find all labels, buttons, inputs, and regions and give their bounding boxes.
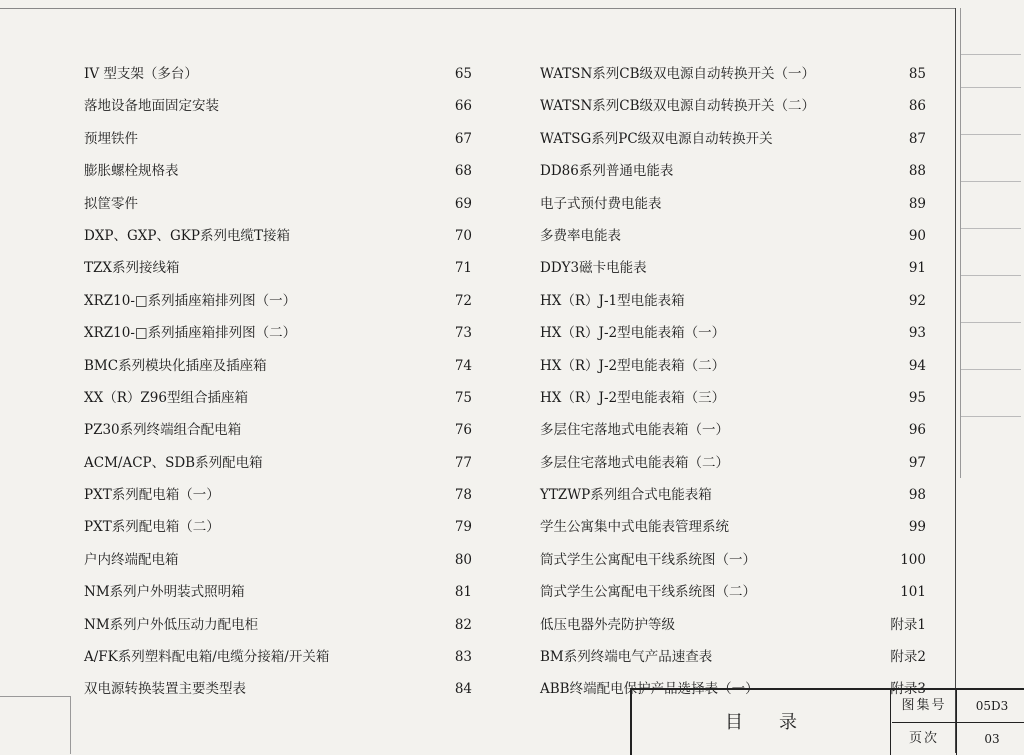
strip-cell [961, 370, 1021, 417]
toc-entry-title: 落地设备地面固定安装 [84, 98, 219, 115]
toc-entry [540, 511, 940, 543]
toc-entry [540, 447, 940, 479]
toc-entry-page: 81 [454, 584, 472, 601]
toc-entry-page: 85 [908, 66, 926, 82]
toc-entry [540, 414, 940, 446]
toc-entry-page: 96 [908, 422, 926, 439]
toc-entry-title: WATSN系列CB级双电源自动转换开关（二） [540, 98, 816, 115]
toc-entry [84, 447, 484, 479]
toc-entry-page: 68 [454, 163, 472, 180]
toc-entry-page: 73 [454, 325, 472, 342]
atlas-row [892, 690, 1024, 723]
toc-entry-page: 94 [908, 357, 926, 374]
toc-entry-page: 98 [908, 487, 926, 504]
toc-entry [84, 673, 484, 705]
toc-entry-page: 65 [454, 66, 472, 82]
toc-entry-title: 筒式学生公寓配电干线系统图（二） [540, 584, 756, 601]
strip-cell [961, 55, 1021, 88]
toc-entry [84, 576, 484, 608]
toc-entry-title: PXT系列配电箱（一） [84, 487, 220, 504]
toc-entry-page: 90 [908, 227, 926, 244]
toc-entry-page: 101 [900, 584, 926, 601]
toc-entry-page: 92 [908, 292, 926, 309]
toc-entry [540, 641, 940, 673]
toc-entry-title: 筒式学生公寓配电干线系统图（一） [540, 551, 756, 568]
toc-entry-page: 72 [454, 292, 472, 309]
toc-entry-title: WATSG系列PC级双电源自动转换开关 [540, 130, 773, 147]
strip-cell [961, 182, 1021, 229]
corner-signature-box [0, 696, 71, 754]
toc-entry-title: HX（R）J-2型电能表箱（三） [540, 389, 726, 406]
toc-entry [540, 479, 940, 511]
toc-entry-page: 70 [454, 227, 472, 244]
toc-entry-page: 71 [454, 260, 472, 277]
title-block-label: 目录 [725, 712, 833, 733]
toc-entry-title: DDY3磁卡电能表 [540, 260, 647, 277]
toc-entry-title: HX（R）J-2型电能表箱（一） [540, 325, 726, 342]
toc-entry [540, 285, 940, 317]
toc-entry-title: 拟筐零件 [84, 195, 138, 212]
page-value: 03 [984, 732, 1000, 746]
toc-entry-page: 91 [908, 260, 926, 277]
toc-entry-page: 附录3 [890, 681, 926, 698]
toc-entry [540, 123, 940, 155]
toc-entry-title: 学生公寓集中式电能表管理系统 [540, 519, 729, 536]
toc-entry [84, 317, 484, 349]
toc-entry [84, 90, 484, 122]
toc-entry-title: NM系列户外明装式照明箱 [84, 584, 245, 601]
toc-entry [84, 641, 484, 673]
toc-entry [540, 317, 940, 349]
toc-entry-page: 附录1 [890, 616, 926, 633]
atlas-value: 05D3 [975, 699, 1009, 713]
toc-entry-title: 多层住宅落地式电能表箱（一） [540, 422, 729, 439]
title-block-main [632, 690, 891, 755]
toc-entry-title: PZ30系列终端组合配电箱 [84, 422, 242, 439]
toc-entry [84, 252, 484, 284]
toc-entry-title: 多层住宅落地式电能表箱（二） [540, 454, 729, 471]
toc-entry [540, 576, 940, 608]
strip-cell [961, 276, 1021, 323]
toc-entry-title: YTZWP系列组合式电能表箱 [540, 487, 712, 504]
strip-cell [961, 88, 1021, 135]
atlas-label: 图集号 [892, 690, 957, 722]
toc-entry-title: 多费率电能表 [540, 227, 621, 244]
toc-entry-title: 膨胀螺栓规格表 [84, 163, 179, 180]
toc-entry-page: 78 [454, 487, 472, 504]
toc-entry [84, 544, 484, 576]
toc-entry-page: 95 [908, 389, 926, 406]
toc-entry [540, 382, 940, 414]
toc-entry-title: 预埋铁件 [84, 130, 138, 147]
toc-entry-title: 电子式预付费电能表 [540, 195, 662, 212]
toc-entry-title: IV 型支架（多台） [84, 66, 198, 82]
toc-entry-title: BMC系列模块化插座及插座箱 [84, 357, 267, 374]
toc-entry-page: 86 [908, 98, 926, 115]
toc-entry [540, 609, 940, 641]
page-row [892, 723, 1024, 755]
toc-entry [84, 382, 484, 414]
toc-entry-page: 88 [908, 163, 926, 180]
toc-entry-title: A/FK系列塑料配电箱/电缆分接箱/开关箱 [84, 649, 330, 666]
toc-entry-title: DD86系列普通电能表 [540, 163, 674, 180]
toc-entry-page: 97 [908, 454, 926, 471]
toc-entry-title: HX（R）J-2型电能表箱（二） [540, 357, 726, 374]
toc-entry-title: BM系列终端电气产品速查表 [540, 649, 713, 666]
toc-entry [84, 350, 484, 382]
strip-cell [961, 323, 1021, 370]
toc-entry-page: 附录2 [890, 649, 926, 666]
toc-entry-title: 户内终端配电箱 [84, 551, 179, 568]
frame-top-line [0, 8, 956, 9]
toc-entry-title: XRZ10-□系列插座箱排列图（一） [84, 292, 297, 309]
toc-entry [540, 188, 940, 220]
toc-entry [84, 414, 484, 446]
toc-entry-page: 77 [454, 454, 472, 471]
toc-entry [540, 58, 940, 90]
strip-cell [961, 135, 1021, 182]
toc-entry-page: 89 [908, 195, 926, 212]
toc-entry-page: 69 [454, 195, 472, 212]
toc-entry-title: DXP、GXP、GKP系列电缆T接箱 [84, 227, 290, 244]
toc-entry [84, 609, 484, 641]
toc-entry-page: 93 [908, 325, 926, 342]
toc-entry [540, 350, 940, 382]
toc-entry-title: ACM/ACP、SDB系列配电箱 [84, 454, 263, 471]
toc-entry [84, 220, 484, 252]
toc-entry-title: HX（R）J-1型电能表箱 [540, 292, 685, 309]
toc-entry-title: XRZ10-□系列插座箱排列图（二） [84, 325, 297, 342]
toc-entry [84, 123, 484, 155]
toc-entry-title: PXT系列配电箱（二） [84, 519, 220, 536]
toc-entry-page: 84 [454, 681, 472, 698]
toc-entry-page: 100 [900, 551, 926, 568]
page-label: 页次 [892, 723, 957, 755]
toc-entry-page: 75 [454, 389, 472, 406]
toc-entry-page: 80 [454, 551, 472, 568]
toc-entry [84, 479, 484, 511]
toc-entry-page: 76 [454, 422, 472, 439]
toc-entry-page: 87 [908, 130, 926, 147]
toc-entry-title: WATSN系列CB级双电源自动转换开关（一） [540, 66, 816, 82]
toc-entry [540, 252, 940, 284]
toc-entry [84, 188, 484, 220]
toc-left-column [84, 58, 484, 706]
toc-right-column [540, 58, 940, 706]
toc-entry [84, 58, 484, 90]
side-title-strip [960, 8, 1021, 478]
toc-entry-title: XX（R）Z96型组合插座箱 [84, 389, 248, 406]
toc-entry [540, 90, 940, 122]
toc-entry-title: 双电源转换装置主要类型表 [84, 681, 246, 698]
toc-entry-page: 82 [454, 616, 472, 633]
toc-entry-title: 低压电器外壳防护等级 [540, 616, 675, 633]
toc-entry-page: 74 [454, 357, 472, 374]
toc-entry-title: NM系列户外低压动力配电柜 [84, 616, 259, 633]
toc-entry [540, 155, 940, 187]
title-block [630, 688, 1024, 755]
toc-entry-title: TZX系列接线箱 [84, 260, 180, 277]
toc-entry-page: 66 [454, 98, 472, 115]
strip-cell [961, 229, 1021, 276]
toc-entry-page: 99 [908, 519, 926, 536]
toc-entry-page: 67 [454, 130, 472, 147]
toc-entry-page: 83 [454, 649, 472, 666]
toc-entry [84, 511, 484, 543]
toc-entry [84, 155, 484, 187]
strip-cell [961, 8, 1021, 55]
toc-entry [540, 220, 940, 252]
toc-entry [84, 285, 484, 317]
toc-entry-title: ABB终端配电保护产品选择表（一） [540, 681, 759, 698]
frame-right-line [955, 8, 956, 753]
toc-entry [540, 544, 940, 576]
title-block-fields [892, 690, 1024, 755]
toc-entry-page: 79 [454, 519, 472, 536]
